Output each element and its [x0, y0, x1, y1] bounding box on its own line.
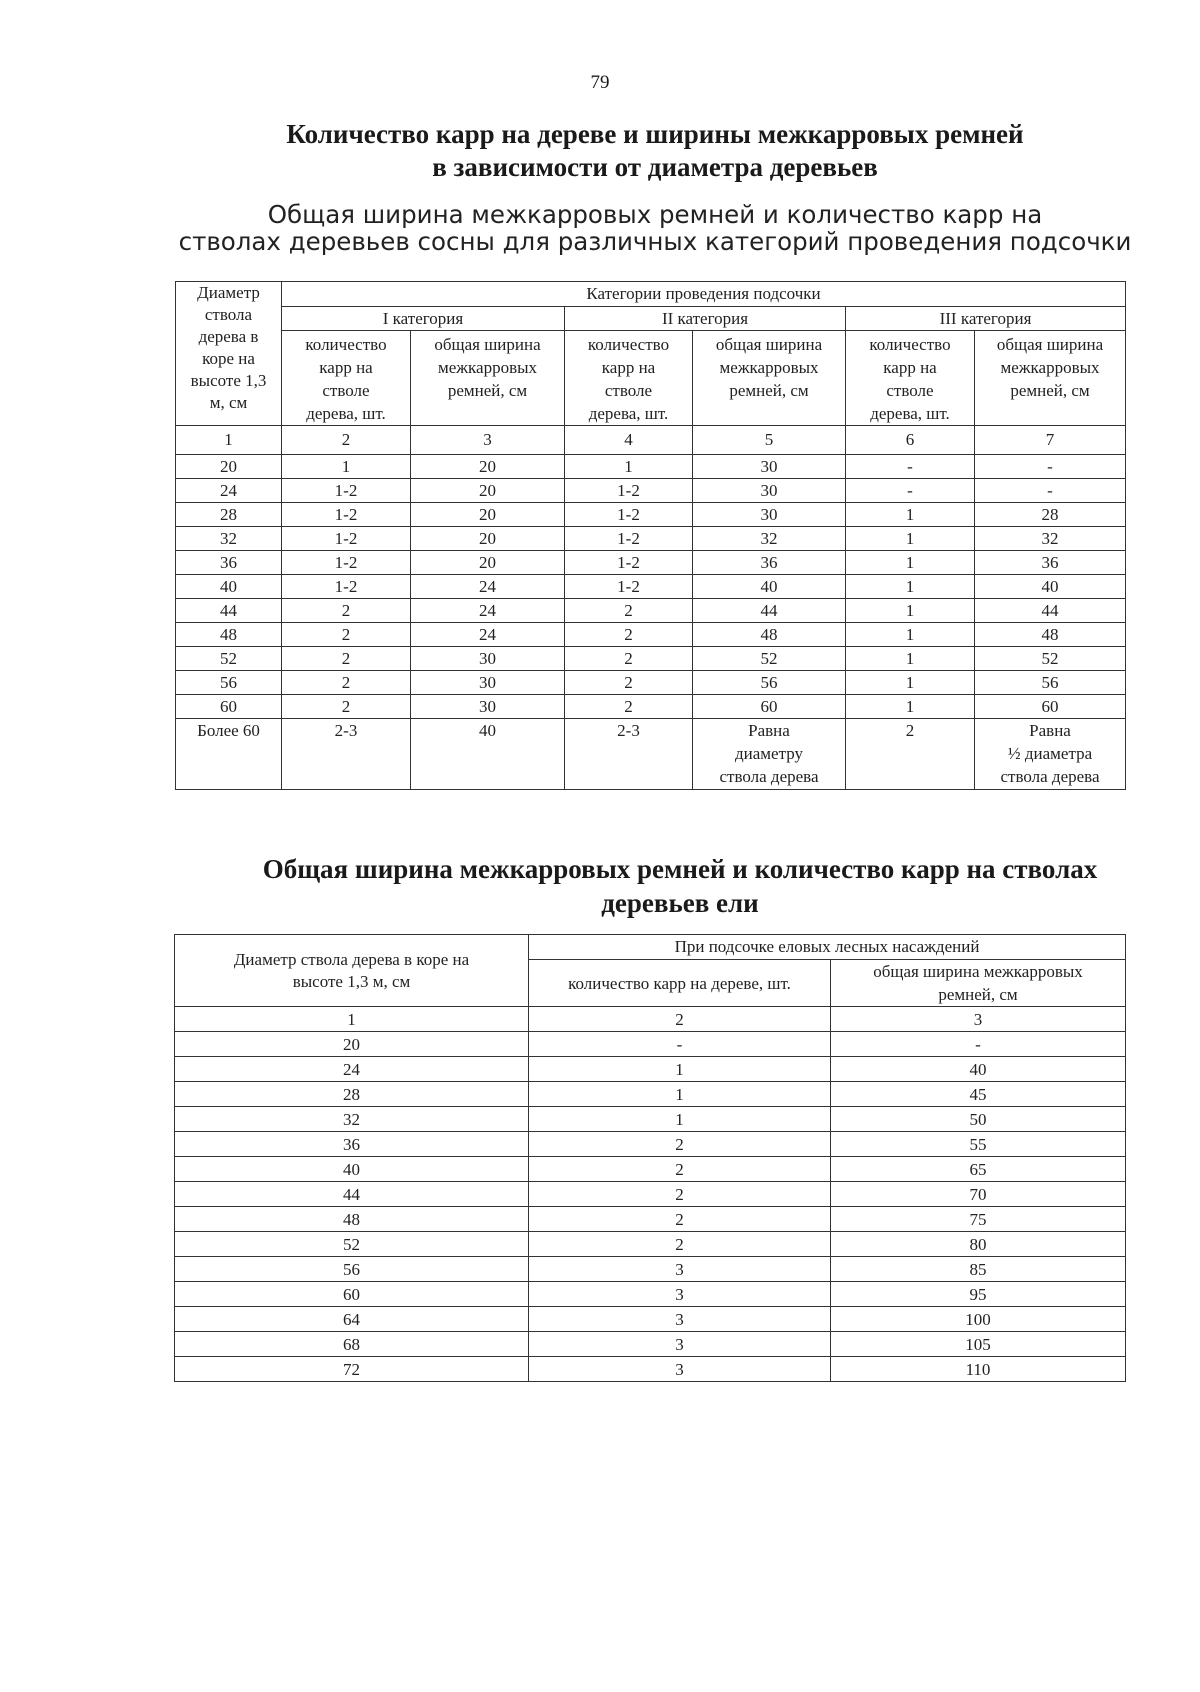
table-cell: 30 — [693, 455, 846, 479]
table-cell: 1 — [529, 1057, 831, 1082]
table-row — [175, 1132, 1126, 1157]
table-cell: 32 — [693, 527, 846, 551]
categories-header: Категории проведения подсочки — [282, 282, 1126, 307]
table-cell: 56 — [176, 671, 282, 695]
table-cell: 24 — [411, 623, 565, 647]
column-number: 7 — [975, 426, 1126, 455]
table-cell: 36 — [176, 551, 282, 575]
table-cell: 68 — [175, 1332, 529, 1357]
column-number: 6 — [846, 426, 975, 455]
table-cell: 2 — [846, 719, 975, 790]
table-cell: 28 — [975, 503, 1126, 527]
table-cell: 1 — [846, 599, 975, 623]
table-cell: 2 — [565, 623, 693, 647]
table-cell: - — [846, 455, 975, 479]
heading-line: деревьев ели — [601, 888, 759, 918]
table-cell: 48 — [975, 623, 1126, 647]
count-column-header: количество карр на стволе дерева, шт. — [282, 331, 411, 426]
table-cell: 60 — [175, 1282, 529, 1307]
width-column-header: общая ширина межкарровых ремней, см — [411, 331, 565, 426]
table-row — [176, 503, 1126, 527]
table-row — [176, 479, 1126, 503]
table-cell: 3 — [529, 1282, 831, 1307]
table-cell: 75 — [831, 1207, 1126, 1232]
table-cell: 2 — [529, 1232, 831, 1257]
diameter-header: Диаметр ствола дерева в коре на высоте 1,3 м, см — [175, 935, 529, 1007]
table-cell: 1-2 — [565, 551, 693, 575]
table-cell: 1 — [846, 575, 975, 599]
table-cell: 32 — [175, 1107, 529, 1132]
table-cell: 24 — [176, 479, 282, 503]
table-cell: 65 — [831, 1157, 1126, 1182]
count-column-header: количество карр на стволе дерева, шт. — [846, 331, 975, 426]
table-cell: 24 — [411, 575, 565, 599]
table-cell: 1 — [846, 647, 975, 671]
table-row — [175, 1282, 1126, 1307]
table-cell: Равна диаметру ствола дерева — [693, 719, 846, 790]
table-row — [175, 1057, 1126, 1082]
table-cell: 20 — [175, 1032, 529, 1057]
table-cell: 1 — [846, 551, 975, 575]
column-number-row — [175, 1007, 1126, 1032]
table-cell: 56 — [693, 671, 846, 695]
table-cell: 1-2 — [282, 551, 411, 575]
table-cell: 1 — [565, 455, 693, 479]
table-row — [175, 1082, 1126, 1107]
column-number: 1 — [175, 1007, 529, 1032]
table-cell: 3 — [529, 1357, 831, 1382]
category-header: III категория — [846, 307, 1126, 331]
table-cell: 45 — [831, 1082, 1126, 1107]
table-cell: 1-2 — [282, 575, 411, 599]
table-cell: 20 — [411, 551, 565, 575]
heading-line: Общая ширина межкарровых ремней и количество карр на стволах — [262, 854, 1098, 884]
table-cell: 1 — [846, 503, 975, 527]
category-header: I категория — [282, 307, 565, 331]
table-cell: 1 — [529, 1107, 831, 1132]
table-cell: 2-3 — [282, 719, 411, 790]
table-cell: 2 — [282, 671, 411, 695]
count-column-header: количество карр на стволе дерева, шт. — [565, 331, 693, 426]
table-cell: 44 — [975, 599, 1126, 623]
table-caption — [150, 201, 1160, 255]
pine-tapping-table — [175, 281, 1126, 790]
table-cell: 30 — [411, 671, 565, 695]
table-cell: 30 — [411, 647, 565, 671]
table-row — [176, 695, 1126, 719]
heading-line: Количество карр на дереве и ширины межкарровых ремней — [286, 119, 1024, 149]
caption-line: стволах деревьев сосны для различных категорий проведения подсочки — [178, 227, 1132, 256]
table-cell: 48 — [693, 623, 846, 647]
table-cell: 36 — [693, 551, 846, 575]
table-cell: 1-2 — [282, 503, 411, 527]
table-cell: 24 — [411, 599, 565, 623]
table-cell: 52 — [175, 1232, 529, 1257]
column-number: 3 — [411, 426, 565, 455]
table-cell: 44 — [175, 1182, 529, 1207]
table-cell: 1 — [846, 671, 975, 695]
table-row — [176, 551, 1126, 575]
table-row — [175, 1307, 1126, 1332]
table-cell: 40 — [975, 575, 1126, 599]
table-cell: 36 — [175, 1132, 529, 1157]
column-number: 2 — [529, 1007, 831, 1032]
table-cell: 60 — [176, 695, 282, 719]
category-header: II категория — [565, 307, 846, 331]
table-row — [176, 599, 1126, 623]
table-cell: 2 — [565, 647, 693, 671]
table-cell: 1 — [846, 695, 975, 719]
table-cell: 85 — [831, 1257, 1126, 1282]
table-cell: 1-2 — [282, 479, 411, 503]
table-cell: 1-2 — [282, 527, 411, 551]
table-row — [176, 647, 1126, 671]
table-cell: 56 — [175, 1257, 529, 1282]
table-row — [176, 527, 1126, 551]
table-cell: 100 — [831, 1307, 1126, 1332]
table-cell: 2-3 — [565, 719, 693, 790]
table-cell: 1 — [846, 527, 975, 551]
table-cell: 20 — [176, 455, 282, 479]
table-cell: - — [975, 455, 1126, 479]
table-cell: 2 — [529, 1207, 831, 1232]
table-cell: 2 — [282, 623, 411, 647]
column-number: 4 — [565, 426, 693, 455]
table-cell: 20 — [411, 479, 565, 503]
table-cell: 95 — [831, 1282, 1126, 1307]
table-cell: 40 — [175, 1157, 529, 1182]
table-row — [175, 1182, 1126, 1207]
table-cell: 1 — [846, 623, 975, 647]
table-cell: 48 — [176, 623, 282, 647]
section-heading — [175, 118, 1135, 184]
caption-line: Общая ширина межкарровых ремней и количество карр на — [267, 200, 1043, 229]
table-cell: 2 — [529, 1132, 831, 1157]
table-row — [175, 1032, 1126, 1057]
table-cell: 20 — [411, 503, 565, 527]
table-row — [175, 1232, 1126, 1257]
table-cell: 70 — [831, 1182, 1126, 1207]
table-cell: 1 — [529, 1082, 831, 1107]
table-row — [176, 575, 1126, 599]
column-number-row — [176, 426, 1126, 455]
diameter-header: Диаметр ствола дерева в коре на высоте 1,3 м, см — [176, 282, 282, 426]
table-cell: Равна ½ диаметра ствола дерева — [975, 719, 1126, 790]
table-cell: 52 — [693, 647, 846, 671]
table-cell: 105 — [831, 1332, 1126, 1357]
table-cell: 40 — [176, 575, 282, 599]
spruce-tapping-table — [174, 934, 1126, 1382]
table-cell: 56 — [975, 671, 1126, 695]
column-number: 5 — [693, 426, 846, 455]
table-cell: 30 — [693, 503, 846, 527]
table-cell: 3 — [529, 1332, 831, 1357]
table-cell: 1-2 — [565, 479, 693, 503]
heading-line: в зависимости от диаметра деревьев — [432, 152, 878, 182]
table-cell: 32 — [975, 527, 1126, 551]
table-cell: 2 — [565, 671, 693, 695]
column-number: 2 — [282, 426, 411, 455]
table-cell: 2 — [565, 695, 693, 719]
width-column-header: общая ширина межкарровых ремней, см — [975, 331, 1126, 426]
table-cell: 2 — [565, 599, 693, 623]
page-number: 79 — [590, 72, 610, 93]
table-cell: 36 — [975, 551, 1126, 575]
table-cell: 44 — [176, 599, 282, 623]
table-row — [175, 1332, 1126, 1357]
table-row — [176, 719, 1126, 790]
table-cell: 20 — [411, 527, 565, 551]
table-cell: 110 — [831, 1357, 1126, 1382]
table-cell: 60 — [693, 695, 846, 719]
table-cell: 30 — [411, 695, 565, 719]
table-row — [175, 1207, 1126, 1232]
group-header: При подсочке еловых лесных насаждений — [529, 935, 1126, 960]
table-cell: 3 — [529, 1307, 831, 1332]
table-cell: 20 — [411, 455, 565, 479]
table-cell: 44 — [693, 599, 846, 623]
column-number: 3 — [831, 1007, 1126, 1032]
table-row — [175, 1257, 1126, 1282]
table-cell: 2 — [282, 599, 411, 623]
table-cell: 1-2 — [565, 527, 693, 551]
table-cell: - — [846, 479, 975, 503]
table-cell: 40 — [411, 719, 565, 790]
table-row — [175, 1357, 1126, 1382]
table-cell: 28 — [175, 1082, 529, 1107]
table-cell: 50 — [831, 1107, 1126, 1132]
table-cell: 55 — [831, 1132, 1126, 1157]
table-cell: 48 — [175, 1207, 529, 1232]
table-cell: 1-2 — [565, 503, 693, 527]
table-cell: 24 — [175, 1057, 529, 1082]
table-cell: 28 — [176, 503, 282, 527]
width-column-header: общая ширина межкарровых ремней, см — [831, 960, 1126, 1007]
table-cell: 30 — [693, 479, 846, 503]
table-cell: 80 — [831, 1232, 1126, 1257]
width-column-header: общая ширина межкарровых ремней, см — [693, 331, 846, 426]
table-cell: 1-2 — [565, 575, 693, 599]
table-row — [176, 623, 1126, 647]
table-cell: - — [831, 1032, 1126, 1057]
table-cell: 72 — [175, 1357, 529, 1382]
table-cell: 2 — [529, 1157, 831, 1182]
table-row — [176, 455, 1126, 479]
table-cell: 52 — [176, 647, 282, 671]
table-cell: Более 60 — [176, 719, 282, 790]
table-cell: 3 — [529, 1257, 831, 1282]
table-cell: 40 — [831, 1057, 1126, 1082]
table-cell: - — [975, 479, 1126, 503]
table-cell: 2 — [282, 647, 411, 671]
table-cell: 2 — [529, 1182, 831, 1207]
table-cell: 64 — [175, 1307, 529, 1332]
column-number: 1 — [176, 426, 282, 455]
table-cell: 40 — [693, 575, 846, 599]
count-column-header: количество карр на дереве, шт. — [529, 960, 831, 1007]
table-cell: 60 — [975, 695, 1126, 719]
table-cell: 2 — [282, 695, 411, 719]
table-cell: 32 — [176, 527, 282, 551]
table-cell: 52 — [975, 647, 1126, 671]
section-heading — [220, 852, 1140, 920]
table-cell: - — [529, 1032, 831, 1057]
table-row — [175, 1107, 1126, 1132]
table-cell: 1 — [282, 455, 411, 479]
table-row — [176, 671, 1126, 695]
table-row — [175, 1157, 1126, 1182]
